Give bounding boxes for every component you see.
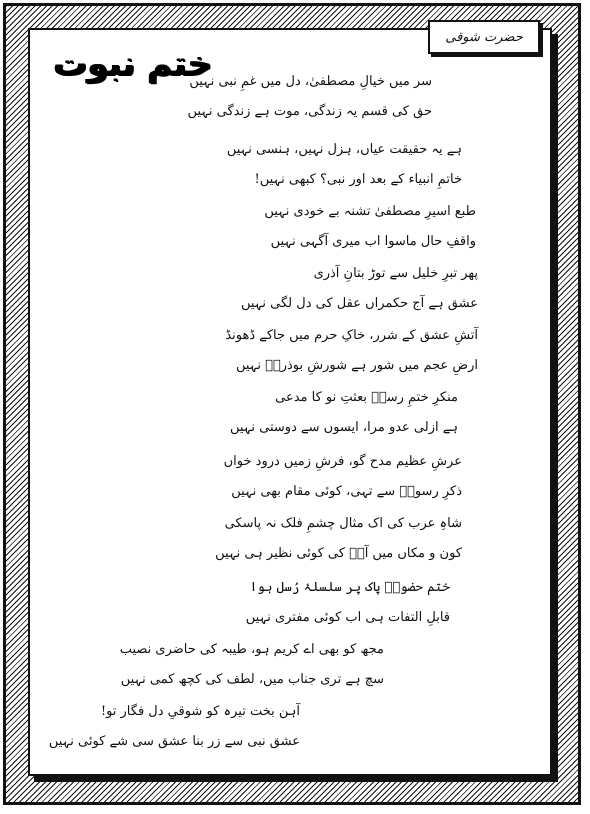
- verse-line: ہے ازلی عدو مرا، ایسوں سے دوستی نہیں: [229, 420, 458, 435]
- verse-line: ہے یہ حقیقت عیاں، ہزل نہیں، ہنسی نہیں: [226, 142, 462, 157]
- verse-line: کون و مکاں میں آپؐ کی کوئی نظیر ہی نہیں: [215, 546, 462, 561]
- verse-line: حق کی قسم یہ زندگی، موت ہے زندگی نہیں: [187, 104, 432, 119]
- verse-line: منکرِ ختمِ رسلؐ بعثتِ نو کا مدعی: [275, 390, 458, 405]
- poem-title: ختم نبوت: [53, 44, 213, 84]
- verse-line: خاتمِ انبیاء کے بعد اور نبی؟ کبھی نہیں!: [254, 172, 462, 187]
- verse-line: پھر تبرِ خلیل سے توڑ بتانِ آذری: [313, 266, 478, 281]
- verse-line: ارضِ عجم میں شور ہے شورشِ بوذریؓ نہیں: [235, 358, 478, 373]
- verse-line: سچ ہے تری جناب میں، لطف کی کچھ کمی نہیں: [120, 672, 384, 687]
- author-name: حضرت شوقی: [445, 29, 523, 45]
- verse-line: طبع اسیرِ مصطفیٰ تشنہ بے خودی نہیں: [264, 204, 476, 219]
- verse-line: آہن بخت تیرہ کو شوقیِ دل فگار تو!: [100, 704, 300, 719]
- verse-line: آتشِ عشق کے شرر، خاکِ حرم میں جاکے ڈھونڈ: [225, 328, 478, 343]
- page-frame: [3, 3, 581, 805]
- poem-panel: [28, 28, 552, 776]
- verse-line: عرشِ عظیم مدح گو، فرشِ زمیں درود خواں: [223, 454, 462, 469]
- verse-line: واقفِ حال ماسوا اب میری آگہی نہیں: [270, 234, 476, 249]
- verse-line: عشق ہے آج حکمراں عقل کی دل لگی نہیں: [240, 296, 478, 311]
- author-box: [428, 20, 540, 54]
- verse-line: سر میں خیالِ مصطفیٰ، دل میں غمِ نبی نہیں: [189, 74, 432, 89]
- verse-line: شاہِ عرب کی اک مثال چشمِ فلک نہ پاسکی: [224, 516, 462, 531]
- verse-line: ختم حضورؐ پاک پر سلسلۂ رُسل ہوا: [249, 580, 450, 595]
- verse-line: مجھ کو بھی اے کریم ہو، طیبہ کی حاضری نصیب: [119, 642, 384, 657]
- verse-line: قابلِ التفات ہی اب کوئی مفتری نہیں: [245, 610, 450, 625]
- verse-line: عشق نبی سے زر بنا عشق سی شے کوئی نہیں: [48, 734, 300, 749]
- verse-line: ذکرِ رسولؐ سے تہی، کوئی مقام بھی نہیں: [231, 484, 462, 499]
